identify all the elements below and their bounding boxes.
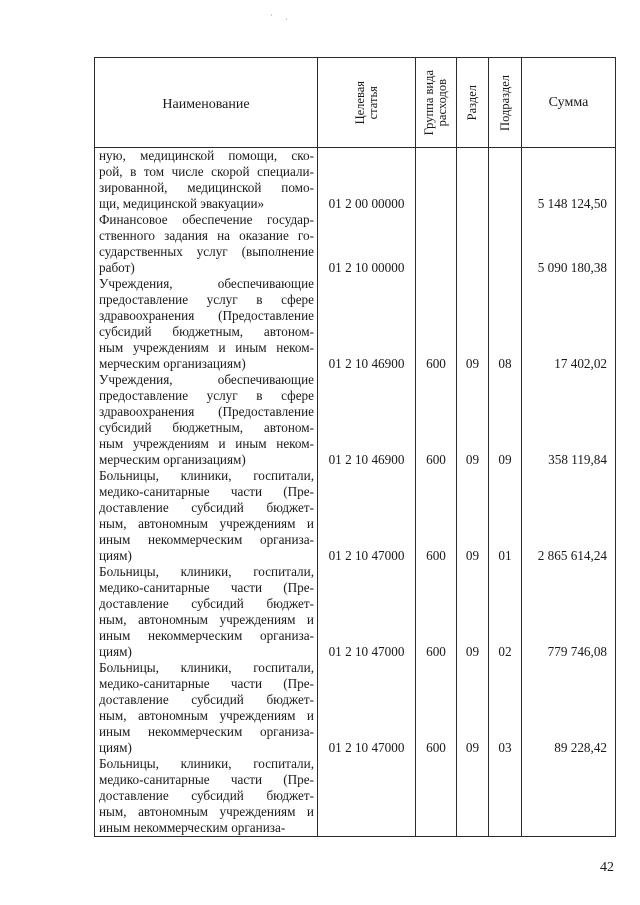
- sum-cell: 358 119,84: [522, 372, 616, 468]
- table-row: [95, 756, 616, 837]
- section-cell: 09: [457, 276, 489, 372]
- name-line: циям): [99, 740, 132, 755]
- name-line: иным некоммерческим организа-: [99, 724, 314, 739]
- section-cell: 09: [457, 372, 489, 468]
- name-line: Финансовое обеспечение государ-: [99, 212, 314, 227]
- table-row: [95, 468, 616, 564]
- scan-mark: ·: [270, 10, 273, 20]
- sum-cell: 5 148 124,50: [522, 148, 616, 213]
- subsection-cell: [489, 212, 522, 276]
- name-line: циям): [99, 644, 132, 659]
- section-cell: 09: [457, 564, 489, 660]
- name-line: Учреждения, обеспечивающие: [99, 372, 314, 387]
- budget-table: [94, 57, 616, 837]
- name-line: иным некоммерческим организа-: [99, 532, 314, 547]
- target-article-cell: 01 2 10 47000: [318, 660, 416, 756]
- target-article-cell: 01 2 10 47000: [318, 564, 416, 660]
- name-line: субсидий бюджетным, автоном-: [99, 324, 314, 339]
- scan-mark: ·: [285, 14, 288, 24]
- target-article-cell: 01 2 10 46900: [318, 276, 416, 372]
- name-line: ным, автономным учреждениям и: [99, 708, 314, 723]
- sum-cell: 5 090 180,38: [522, 212, 616, 276]
- name-line: Больницы, клиники, госпитали,: [99, 660, 314, 675]
- name-line: предоставление услуг в сфере: [99, 388, 314, 403]
- name-line: медико-санитарные части (Пре-: [99, 772, 314, 787]
- sum-cell: [522, 756, 616, 837]
- subsection-cell: [489, 756, 522, 837]
- name-line: щи, медицинской эвакуации»: [99, 196, 265, 211]
- name-line: медико-санитарные части (Пре-: [99, 484, 314, 499]
- subsection-cell: 02: [489, 564, 522, 660]
- section-cell: [457, 148, 489, 213]
- table-row: [95, 660, 616, 756]
- name-line: рой, в том числе скорой специали-: [99, 164, 314, 179]
- section-cell: [457, 756, 489, 837]
- name-line: циям): [99, 548, 132, 563]
- subsection-cell: [489, 148, 522, 213]
- target-article-cell: [318, 756, 416, 837]
- table-row: [95, 148, 616, 213]
- sum-cell: 779 746,08: [522, 564, 616, 660]
- table-row: [95, 212, 616, 276]
- name-line: мерческим организациям): [99, 452, 246, 467]
- column-header-section: Раздел: [457, 58, 489, 148]
- page-number: 42: [600, 860, 614, 875]
- name-line: Больницы, клиники, госпитали,: [99, 564, 314, 579]
- name-cell: [95, 212, 318, 276]
- name-line: медико-санитарные части (Пре-: [99, 676, 314, 691]
- column-header-subsection: Подраздел: [489, 58, 522, 148]
- expense-group-cell: [416, 212, 457, 276]
- name-cell: [95, 564, 318, 660]
- expense-group-cell: 600: [416, 468, 457, 564]
- table-row: [95, 564, 616, 660]
- name-line: Учреждения, обеспечивающие: [99, 276, 314, 291]
- section-cell: [457, 212, 489, 276]
- name-line: иным некоммерческим организа-: [99, 820, 286, 835]
- subsection-cell: 01: [489, 468, 522, 564]
- expense-group-cell: 600: [416, 660, 457, 756]
- name-line: ным, автономным учреждениям и: [99, 516, 314, 531]
- sum-cell: 89 228,42: [522, 660, 616, 756]
- name-line: здравоохранения (Предоставление: [99, 404, 314, 419]
- column-header-target-article: Целевая статья: [318, 58, 416, 148]
- expense-group-cell: 600: [416, 564, 457, 660]
- name-line: ным, автономным учреждениям и: [99, 804, 314, 819]
- name-line: Больницы, клиники, госпитали,: [99, 756, 314, 771]
- table-body: [95, 148, 616, 837]
- table-row: [95, 372, 616, 468]
- name-line: работ): [99, 260, 135, 275]
- name-cell: [95, 276, 318, 372]
- target-article-cell: 01 2 10 46900: [318, 372, 416, 468]
- name-line: доставление субсидий бюджет-: [99, 500, 314, 515]
- table-header: [95, 58, 616, 148]
- target-article-cell: 01 2 00 00000: [318, 148, 416, 213]
- name-line: ную, медицинской помощи, ско-: [99, 148, 314, 163]
- name-cell: [95, 372, 318, 468]
- table-row: [95, 276, 616, 372]
- name-line: доставление субсидий бюджет-: [99, 788, 314, 803]
- name-line: доставление субсидий бюджет-: [99, 692, 314, 707]
- name-line: ным, автономным учреждениям и: [99, 612, 314, 627]
- column-header-name: Наименование: [95, 58, 318, 148]
- name-cell: [95, 468, 318, 564]
- expense-group-cell: [416, 756, 457, 837]
- subsection-cell: 09: [489, 372, 522, 468]
- name-line: ственного задания на оказание го-: [99, 228, 314, 243]
- name-cell: [95, 756, 318, 837]
- target-article-cell: 01 2 10 00000: [318, 212, 416, 276]
- name-cell: [95, 660, 318, 756]
- name-line: здравоохранения (Предоставление: [99, 308, 314, 323]
- name-line: иным некоммерческим организа-: [99, 628, 314, 643]
- name-line: мерческим организациям): [99, 356, 246, 371]
- name-line: субсидий бюджетным, автоном-: [99, 420, 314, 435]
- name-line: зированной, медицинской помо-: [99, 180, 314, 195]
- target-article-cell: 01 2 10 47000: [318, 468, 416, 564]
- name-line: Больницы, клиники, госпитали,: [99, 468, 314, 483]
- expense-group-cell: [416, 148, 457, 213]
- name-line: сударственных услуг (выполнение: [99, 244, 314, 259]
- section-cell: 09: [457, 468, 489, 564]
- subsection-cell: 08: [489, 276, 522, 372]
- name-cell: [95, 148, 318, 213]
- sum-cell: 2 865 614,24: [522, 468, 616, 564]
- subsection-cell: 03: [489, 660, 522, 756]
- section-cell: 09: [457, 660, 489, 756]
- name-line: доставление субсидий бюджет-: [99, 596, 314, 611]
- name-line: ным учреждениям и иным неком-: [99, 436, 314, 451]
- expense-group-cell: 600: [416, 372, 457, 468]
- expense-group-cell: 600: [416, 276, 457, 372]
- column-header-expense-group: Группа вида расходов: [416, 58, 457, 148]
- name-line: медико-санитарные части (Пре-: [99, 580, 314, 595]
- name-line: предоставление услуг в сфере: [99, 292, 314, 307]
- name-line: ным учреждениям и иным неком-: [99, 340, 314, 355]
- sum-cell: 17 402,02: [522, 276, 616, 372]
- column-header-sum: Сумма: [522, 58, 616, 148]
